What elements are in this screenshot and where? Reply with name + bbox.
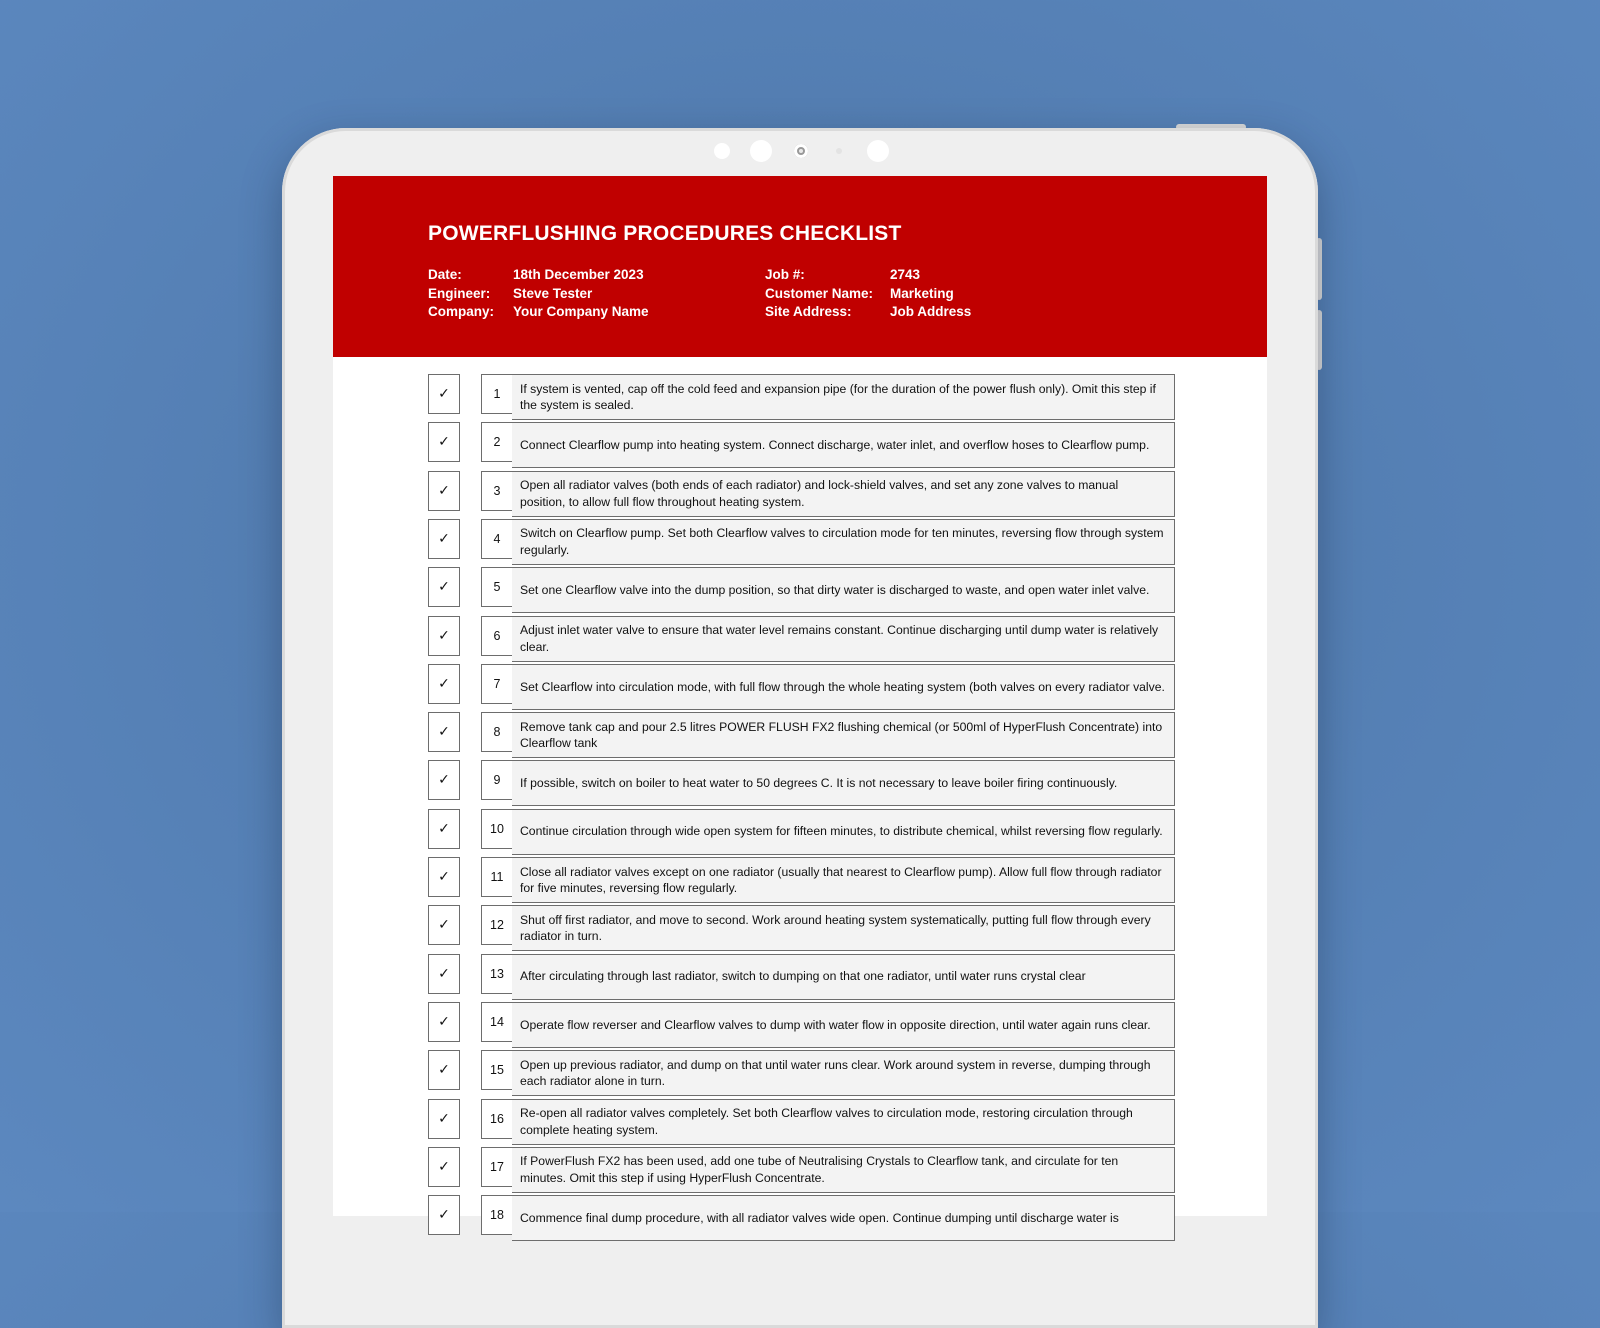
checklist-row bbox=[428, 954, 1173, 992]
checkbox-checked[interactable]: ✓ bbox=[428, 760, 460, 800]
checkbox-checked[interactable]: ✓ bbox=[428, 1002, 460, 1042]
step-text bbox=[512, 1147, 1175, 1193]
step-text bbox=[512, 857, 1175, 903]
step-text-content: Connect Clearflow pump into heating system. Connect discharge, water inlet, and overflow hoses to Clearflow pump. bbox=[520, 438, 1150, 453]
step-number: 8 bbox=[481, 712, 513, 752]
step-number: 13 bbox=[481, 954, 513, 994]
checklist-row bbox=[428, 1195, 1173, 1233]
checklist-row bbox=[428, 567, 1173, 605]
checkbox-checked[interactable]: ✓ bbox=[428, 567, 460, 607]
step-text-content: Open up previous radiator, and dump on that until water runs clear. Work around system in reverse, dumping through each radiator alone in turn. bbox=[520, 1057, 1151, 1089]
step-text-content: Adjust inlet water valve to ensure that water level remains constant. Continue discharging until dump water is relatively clear. bbox=[520, 623, 1159, 654]
step-number: 15 bbox=[481, 1050, 513, 1090]
checkbox-checked[interactable]: ✓ bbox=[428, 857, 460, 897]
step-text-content: Switch on Clearflow pump. Set both Clearflow valves to circulation mode for ten minutes, reversing flow through system regularly. bbox=[520, 526, 1164, 557]
checkbox-checked[interactable]: ✓ bbox=[428, 905, 460, 945]
checklist-row bbox=[428, 905, 1173, 943]
field-label: Site Address: bbox=[765, 304, 852, 319]
sensor-dot bbox=[836, 148, 842, 154]
step-text-content: After circulating through last radiator, switch to dumping on that one radiator, until water runs crystal clear bbox=[520, 969, 1086, 984]
step-number: 1 bbox=[481, 374, 513, 414]
step-text bbox=[512, 471, 1175, 517]
checkbox-checked[interactable]: ✓ bbox=[428, 712, 460, 752]
sensor-dot bbox=[750, 140, 772, 162]
company-value: Your Company Name bbox=[513, 304, 649, 319]
checkbox-checked[interactable]: ✓ bbox=[428, 954, 460, 994]
step-text bbox=[512, 519, 1175, 565]
document-title: POWERFLUSHING PROCEDURES CHECKLIST bbox=[428, 222, 902, 245]
checklist-row bbox=[428, 1050, 1173, 1088]
step-number: 9 bbox=[481, 760, 513, 800]
step-text-content: Set one Clearflow valve into the dump position, so that dirty water is discharged to waste, and open water inlet valve. bbox=[520, 582, 1150, 597]
checkbox-checked[interactable]: ✓ bbox=[428, 664, 460, 704]
step-text bbox=[512, 1195, 1175, 1241]
step-text bbox=[512, 712, 1175, 758]
checkbox-checked[interactable]: ✓ bbox=[428, 1195, 460, 1235]
step-text-content: Operate flow reverser and Clearflow valves to dump with water flow in opposite direction, until water again runs clear. bbox=[520, 1017, 1151, 1032]
step-text-content: If system is vented, cap off the cold feed and expansion pipe (for the duration of the power flush only). Omit this step if the system is sealed. bbox=[520, 381, 1156, 412]
job-number-value: 2743 bbox=[890, 267, 921, 282]
checklist-row bbox=[428, 712, 1173, 750]
step-text-content: If PowerFlush FX2 has been used, add one tube of Neutralising Crystals to Clearflow tank, and circulate for ten minutes. Omit this step if using HyperFlush Concentrate. bbox=[520, 1154, 1119, 1185]
checkbox-checked[interactable]: ✓ bbox=[428, 374, 460, 414]
step-number: 7 bbox=[481, 664, 513, 704]
step-text bbox=[512, 905, 1175, 951]
step-number: 17 bbox=[481, 1147, 513, 1187]
customer-name-value: Marketing bbox=[890, 285, 954, 301]
step-number: 2 bbox=[481, 422, 513, 462]
checkbox-checked[interactable]: ✓ bbox=[428, 1147, 460, 1187]
checklist-row bbox=[428, 471, 1173, 509]
step-text bbox=[512, 1002, 1175, 1048]
info-labels-left bbox=[428, 266, 494, 322]
checklist-row bbox=[428, 1147, 1173, 1185]
step-text bbox=[512, 664, 1175, 710]
step-text-content: Shut off first radiator, and move to second. Work around heating system systematically, putting full flow through every radiator in turn. bbox=[520, 912, 1151, 944]
info-values-right bbox=[890, 266, 971, 322]
info-values-left bbox=[513, 266, 649, 322]
sensor-dot bbox=[714, 143, 730, 159]
checklist-row bbox=[428, 1099, 1173, 1137]
info-labels-right bbox=[765, 266, 873, 322]
checkbox-checked[interactable]: ✓ bbox=[428, 1050, 460, 1090]
step-text-content: If possible, switch on boiler to heat water to 50 degrees C. It is not necessary to leave boiler firing continuously. bbox=[520, 776, 1118, 791]
checklist-row bbox=[428, 519, 1173, 557]
date-value: 18th December 2023 bbox=[513, 267, 644, 282]
checklist-row bbox=[428, 422, 1173, 460]
checklist-row bbox=[428, 374, 1173, 412]
step-text bbox=[512, 374, 1175, 420]
step-text-content: Remove tank cap and pour 2.5 litres POWER FLUSH FX2 flushing chemical (or 500ml of HyperFlush Concentrate) into Clearflow tank bbox=[520, 719, 1163, 751]
step-number: 4 bbox=[481, 519, 513, 559]
field-label: Customer Name: bbox=[765, 285, 874, 301]
step-text bbox=[512, 422, 1175, 468]
step-number: 11 bbox=[481, 857, 513, 897]
step-text bbox=[512, 809, 1175, 855]
step-number: 18 bbox=[481, 1195, 513, 1235]
step-number: 16 bbox=[481, 1099, 513, 1139]
step-number: 6 bbox=[481, 616, 513, 656]
field-label: Engineer: bbox=[428, 285, 491, 301]
step-text bbox=[512, 1099, 1175, 1145]
checklist-row bbox=[428, 857, 1173, 895]
step-text bbox=[512, 567, 1175, 613]
step-text bbox=[512, 954, 1175, 1000]
checkbox-checked[interactable]: ✓ bbox=[428, 471, 460, 511]
camera-lens-icon bbox=[794, 144, 808, 158]
step-text-content: Open all radiator valves (both ends of each radiator) and lock-shield valves, and set any zone valves to manual position, to allow full flow throughout heating system. bbox=[520, 478, 1119, 509]
step-text-content: Continue circulation through wide open system for fifteen minutes, to distribute chemical, whilst reversing flow regularly. bbox=[520, 824, 1163, 839]
checklist-row bbox=[428, 1002, 1173, 1040]
step-number: 14 bbox=[481, 1002, 513, 1042]
tablet-screen bbox=[333, 176, 1267, 1225]
field-label: Date: bbox=[428, 267, 462, 282]
step-text-content: Set Clearflow into circulation mode, with full flow through the whole heating system (both valves on every radiator valve. bbox=[520, 679, 1165, 694]
step-text bbox=[512, 760, 1175, 806]
site-address-value: Job Address bbox=[890, 304, 972, 319]
step-number: 3 bbox=[481, 471, 513, 511]
step-number: 5 bbox=[481, 567, 513, 607]
sensor-dot bbox=[867, 140, 889, 162]
checkbox-checked[interactable]: ✓ bbox=[428, 1099, 460, 1139]
checklist-row bbox=[428, 760, 1173, 798]
checklist-row bbox=[428, 664, 1173, 702]
checklist-row bbox=[428, 809, 1173, 847]
checkbox-checked[interactable]: ✓ bbox=[428, 616, 460, 656]
checkbox-checked[interactable]: ✓ bbox=[428, 519, 460, 559]
document-header bbox=[333, 176, 1267, 357]
field-label: Job #: bbox=[765, 267, 805, 282]
step-text bbox=[512, 616, 1175, 662]
step-text-content: Close all radiator valves except on one radiator (usually that nearest to Clearflow pump). Allow full flow through radiator for five minutes, reversing flow regularly. bbox=[520, 864, 1162, 895]
step-text-content: Commence final dump procedure, with all radiator valves wide open. Continue dumping until discharge water is bbox=[520, 1210, 1119, 1225]
checkbox-checked[interactable]: ✓ bbox=[428, 809, 460, 849]
step-number: 12 bbox=[481, 905, 513, 945]
step-text-content: Re-open all radiator valves completely. Set both Clearflow valves to circulation mode, restoring circulation through complete heating system. bbox=[520, 1106, 1133, 1137]
checkbox-checked[interactable]: ✓ bbox=[428, 422, 460, 462]
step-text bbox=[512, 1050, 1175, 1096]
engineer-value: Steve Tester bbox=[513, 285, 593, 301]
step-number: 10 bbox=[481, 809, 513, 849]
field-label: Company: bbox=[428, 304, 495, 319]
checklist-row bbox=[428, 616, 1173, 654]
